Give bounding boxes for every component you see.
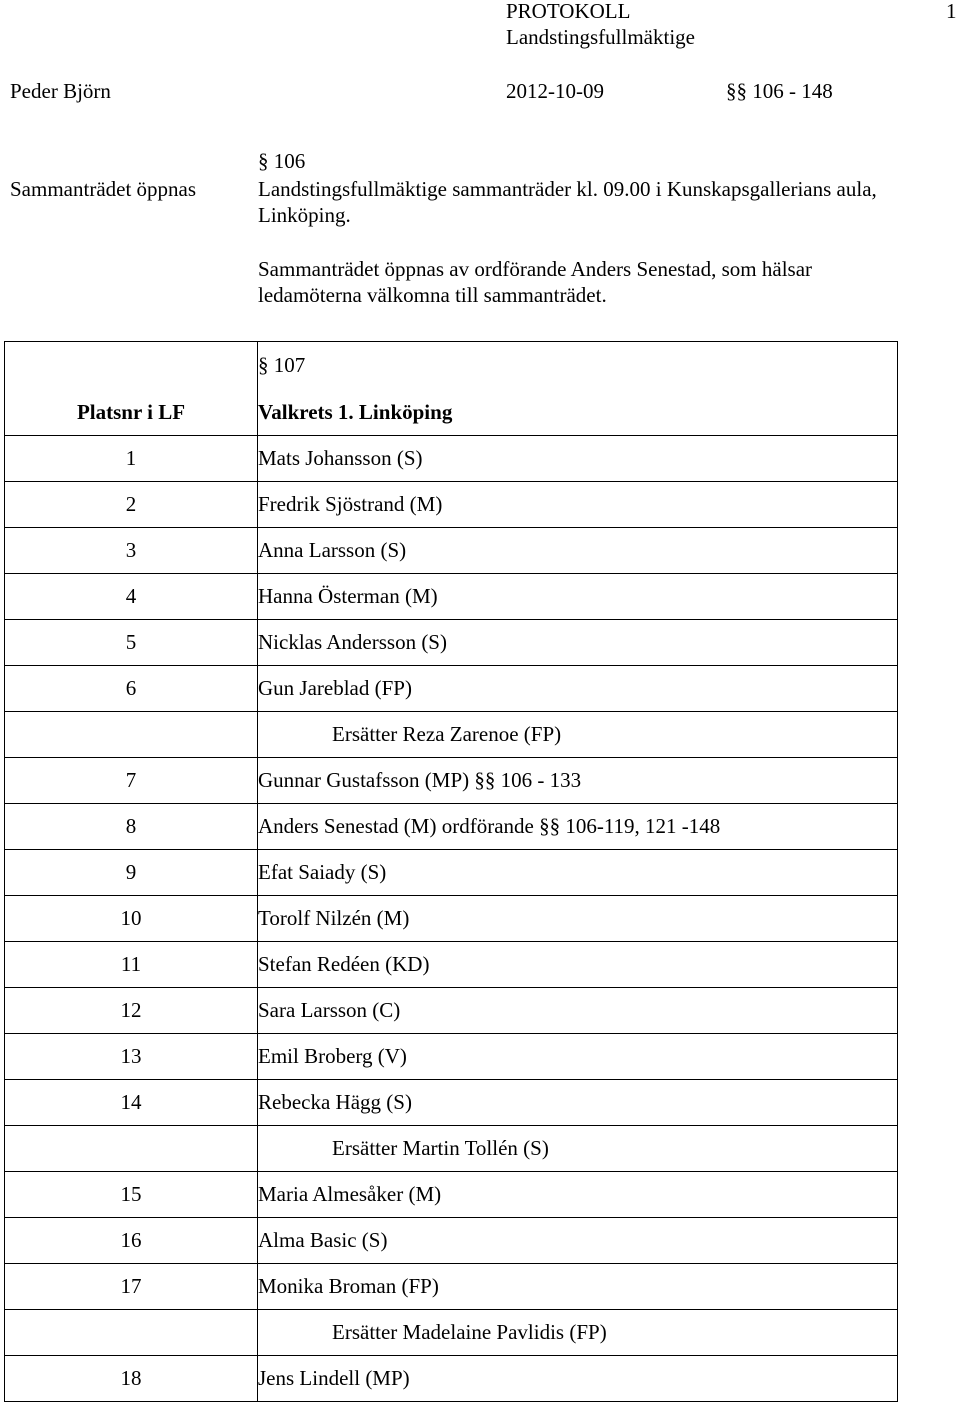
member-name: Torolf Nilzén (M) — [258, 896, 898, 942]
substitute-name: Ersätter Madelaine Pavlidis (FP) — [258, 1310, 898, 1356]
table-row — [5, 804, 898, 850]
table-row — [5, 758, 898, 804]
document-subtitle: Landstingsfullmäktige — [506, 25, 695, 49]
seat-number: 10 — [5, 896, 258, 942]
substitute-name: Ersätter Martin Tollén (S) — [258, 1126, 898, 1172]
paragraph-range: §§ 106 - 148 — [726, 79, 833, 103]
section-107-number: § 107 — [258, 342, 898, 389]
member-name: Fredrik Sjöstrand (M) — [258, 482, 898, 528]
author: Peder Björn — [10, 79, 111, 103]
attendance-table — [4, 341, 898, 1402]
seat-number: 1 — [5, 436, 258, 482]
seat-number: 5 — [5, 620, 258, 666]
member-name: Sara Larsson (C) — [258, 988, 898, 1034]
page-number: 1 — [946, 0, 957, 23]
seat-number: 11 — [5, 942, 258, 988]
table-row — [5, 666, 898, 712]
seat-number: 13 — [5, 1034, 258, 1080]
table-row — [5, 1034, 898, 1080]
substitute-row — [5, 1310, 898, 1356]
member-name: Stefan Redéen (KD) — [258, 942, 898, 988]
table-header-row-1 — [5, 342, 898, 389]
table-row — [5, 436, 898, 482]
member-name: Maria Almesåker (M) — [258, 1172, 898, 1218]
member-name: Rebecka Hägg (S) — [258, 1080, 898, 1126]
substitute-seat-empty — [5, 712, 258, 758]
section-106-number: § 106 — [258, 149, 306, 173]
header-cell-empty — [5, 342, 258, 389]
member-name: Nicklas Andersson (S) — [258, 620, 898, 666]
substitute-seat-empty — [5, 1126, 258, 1172]
member-name: Mats Johansson (S) — [258, 436, 898, 482]
table-row — [5, 1356, 898, 1402]
table-row — [5, 620, 898, 666]
substitute-seat-empty — [5, 1310, 258, 1356]
section-106-text-2: Sammanträdet öppnas av ordförande Anders Senestad, som hälsar ledamöterna välkomna till sammanträdet. — [258, 257, 813, 308]
member-name: Anders Senestad (M) ordförande §§ 106-119, 121 -148 — [258, 804, 898, 850]
table-row — [5, 850, 898, 896]
seat-number: 15 — [5, 1172, 258, 1218]
table-row — [5, 988, 898, 1034]
section-106-label: Sammanträdet öppnas — [10, 177, 197, 201]
seat-number: 3 — [5, 528, 258, 574]
table-row — [5, 896, 898, 942]
member-name: Monika Broman (FP) — [258, 1264, 898, 1310]
document-title: PROTOKOLL — [506, 0, 631, 23]
table-row — [5, 482, 898, 528]
seat-number: 12 — [5, 988, 258, 1034]
substitute-row — [5, 1126, 898, 1172]
col-header-constituency: Valkrets 1. Linköping — [258, 389, 898, 436]
meeting-date: 2012-10-09 — [506, 79, 604, 103]
seat-number: 17 — [5, 1264, 258, 1310]
table-row — [5, 1218, 898, 1264]
member-name: Jens Lindell (MP) — [258, 1356, 898, 1402]
seat-number: 18 — [5, 1356, 258, 1402]
seat-number: 4 — [5, 574, 258, 620]
seat-number: 14 — [5, 1080, 258, 1126]
member-name: Gun Jareblad (FP) — [258, 666, 898, 712]
member-name: Efat Saiady (S) — [258, 850, 898, 896]
table-row — [5, 1264, 898, 1310]
member-name: Alma Basic (S) — [258, 1218, 898, 1264]
seat-number: 9 — [5, 850, 258, 896]
table-row — [5, 528, 898, 574]
substitute-name: Ersätter Reza Zarenoe (FP) — [258, 712, 898, 758]
substitute-row — [5, 712, 898, 758]
seat-number: 8 — [5, 804, 258, 850]
member-name: Anna Larsson (S) — [258, 528, 898, 574]
table-row — [5, 574, 898, 620]
member-name: Hanna Österman (M) — [258, 574, 898, 620]
seat-number: 7 — [5, 758, 258, 804]
seat-number: 2 — [5, 482, 258, 528]
table-row — [5, 942, 898, 988]
member-name: Gunnar Gustafsson (MP) §§ 106 - 133 — [258, 758, 898, 804]
seat-number: 16 — [5, 1218, 258, 1264]
col-header-seat: Platsnr i LF — [5, 389, 258, 436]
seat-number: 6 — [5, 666, 258, 712]
section-106-text-1: Landstingsfullmäktige sammanträder kl. 09.00 i Kunskapsgallerians aula, Linköping. — [258, 177, 877, 228]
table-row — [5, 1080, 898, 1126]
table-row — [5, 1172, 898, 1218]
table-header-row-2 — [5, 389, 898, 436]
member-name: Emil Broberg (V) — [258, 1034, 898, 1080]
